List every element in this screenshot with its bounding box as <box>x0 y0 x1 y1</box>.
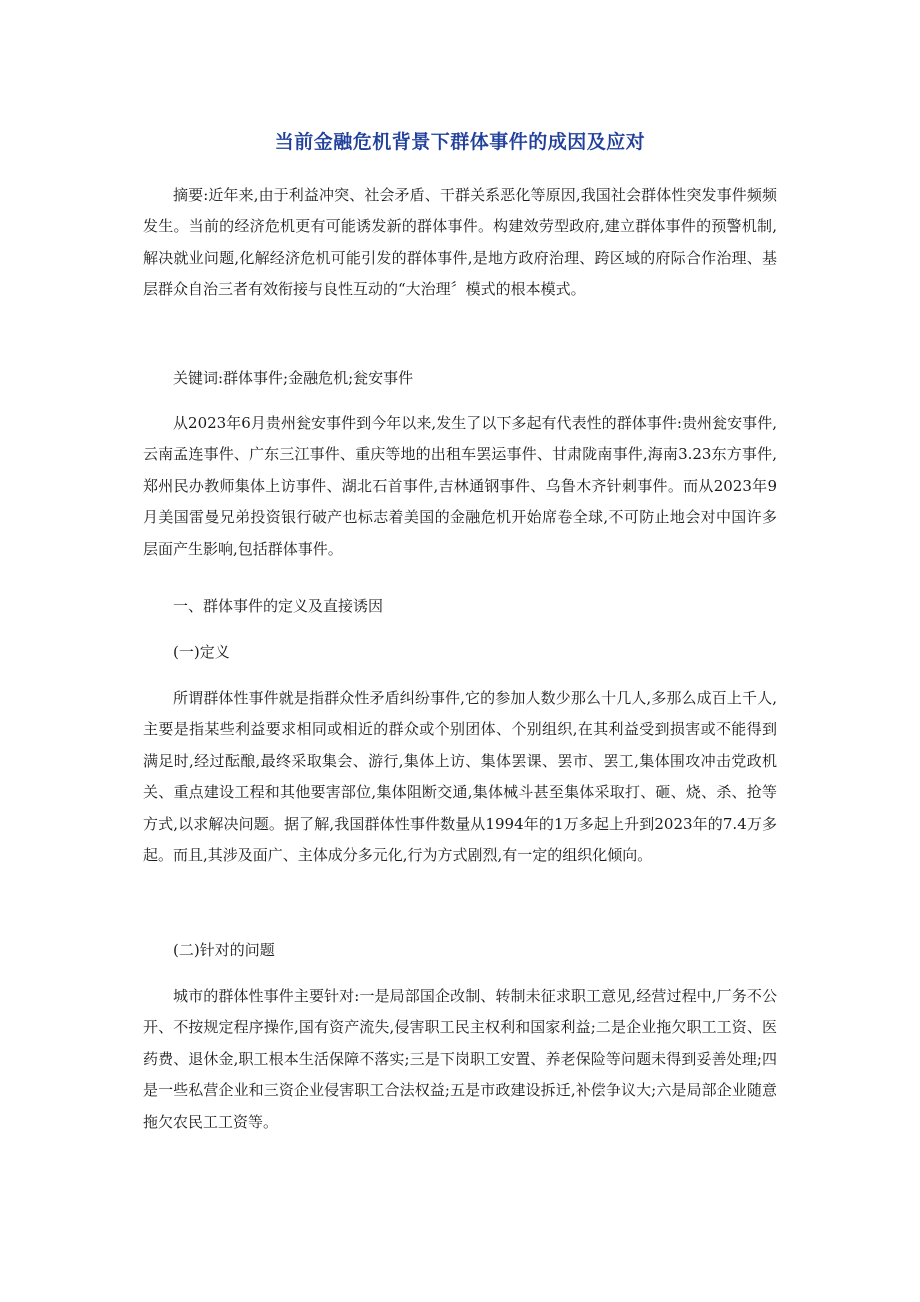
intro-paragraph: 从2023年6月贵州瓮安事件到今年以来,发生了以下多起有代表性的群体事件:贵州瓮安事件,云南孟连事件、广东三江事件、重庆等地的出租车罢运事件、甘肃陇南事件,海南3.23东方事件,郑州民办教师集体上访事件、湖北石首事件,吉林通钢事件、乌鲁木齐针刺事件。而从2023年9月美国雷曼兄弟投资银行破产也标志着美国的金融危机开始席卷全球,不可防止地会对中国许多层面产生影响,包括群体事件。 <box>143 414 777 558</box>
section-heading: 一、群体事件的定义及直接诱因 <box>173 597 384 615</box>
subsection-heading-definition: (一)定义 <box>173 643 230 661</box>
document-title: 当前金融危机背景下群体事件的成因及应对 <box>274 131 646 153</box>
definition-paragraph: 所谓群体性事件就是指群众性矛盾纠纷事件,它的参加人数少那么十几人,多那么成百上千人,主要是指某些利益要求相同或相近的群众或个别团体、个别组织,在其利益受到损害或不能得到满足时,经过酝酿,最终采取集会、游行,集体上访、集体罢课、罢市、罢工,集体围攻冲击党政机关、重点建设工程和其他要害部位,集体阻断交通,集体械斗甚至集体采取打、砸、烧、杀、抢等方式,以求解决问题。据了解,我国群体性事件数量从1994年的1万多起上升到2023年的7.4万多起。而且,其涉及面广、主体成分多元化,行为方式剧烈,有一定的组织化倾向。 <box>143 689 777 865</box>
subsection-heading-issues: (二)针对的问题 <box>173 941 275 959</box>
issues-paragraph: 城市的群体性事件主要针对:一是局部国企改制、转制未征求职工意见,经营过程中,厂务不公开、不按规定程序操作,国有资产流失,侵害职工民主权利和国家利益;二是企业拖欠职工工资、医药费、退休金,职工根本生活保障不落实;三是下岗职工安置、养老保险等问题未得到妥善处理;四是一些私营企业和三资企业侵害职工合法权益;五是市政建设拆迁,补偿争议大;六是局部企业随意拖欠农民工工资等。 <box>143 987 777 1131</box>
abstract-paragraph: 摘要:近年来,由于利益冲突、社会矛盾、干群关系恶化等原因,我国社会群体性突发事件频频发生。当前的经济危机更有可能诱发新的群体事件。构建效劳型政府,建立群体事件的预警机制,解决就业问题,化解经济危机可能引发的群体事件,是地方政府治理、跨区域的府际合作治理、基层群众自治三者有效衔接与良性互动的“大治理〞模式的根本模式。 <box>143 186 777 299</box>
keywords-line: 关键词:群体事件;金融危机;瓮安事件 <box>173 369 414 387</box>
